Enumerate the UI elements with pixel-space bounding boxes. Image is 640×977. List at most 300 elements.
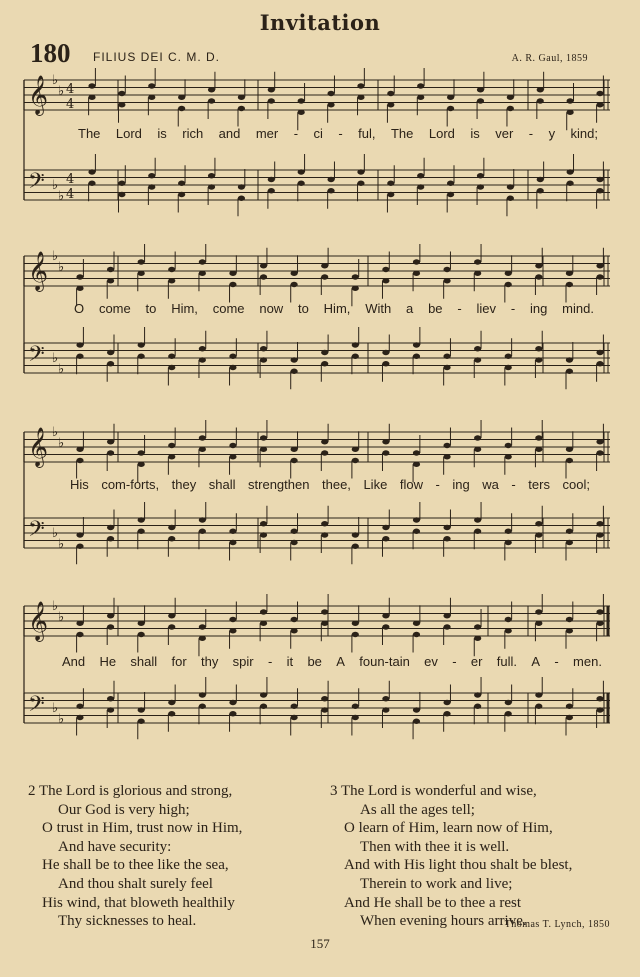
lyric-syllable: He [99,654,117,669]
flat-icon: ♭ [58,260,65,275]
note-head [88,181,95,186]
note-head [474,447,481,452]
note-head [596,188,603,193]
note-head [76,715,83,720]
treble-clef-icon: 𝄞 [28,427,49,467]
note-head [443,525,450,530]
verse-line: Then with thee it is well. [360,838,510,855]
note-head [413,632,420,637]
note-head [76,342,83,347]
note-head [107,267,114,272]
lyric-syllable: - [528,126,534,141]
note-head [357,181,364,186]
note-head [382,278,389,283]
note-head [507,184,514,189]
note-head [138,342,145,347]
note-head [208,184,215,189]
note-head [118,102,125,107]
note-head [321,707,328,712]
note-head [443,365,450,370]
lyric-syllable: rich [182,126,204,141]
note-head [138,450,145,455]
note-head [382,350,389,355]
verse-line: O trust in Him, trust now in Him, [42,820,243,837]
note-head [382,525,389,530]
flat-icon: ♭ [52,249,59,264]
note-head [477,184,484,189]
note-head [118,91,125,96]
flat-icon: ♭ [58,610,65,625]
note-head [138,517,145,522]
note-head [291,282,298,287]
note-head [387,181,394,186]
note-head [107,439,114,444]
note-head [474,517,481,522]
note-head [291,628,298,633]
note-head [229,282,236,287]
note-head [505,271,512,276]
treble-clef-icon: 𝄞 [28,75,49,115]
note-head [260,357,267,362]
note-head [107,278,114,283]
note-head [596,696,603,701]
note-head [352,704,359,709]
lyric-syllable: shall [130,654,158,669]
composer-credit: A. R. Gaul, 1859 [511,53,588,64]
note-head [148,184,155,189]
note-head [138,529,145,534]
note-head [382,613,389,618]
note-head [566,540,573,545]
treble-clef-icon: 𝄞 [28,251,49,291]
note-head [168,443,175,448]
lyric-syllable: - [435,477,440,492]
note-head [474,357,481,362]
note-head [535,346,542,351]
verse-number: 2 [28,783,36,799]
note-head [178,106,185,111]
note-head [321,361,328,366]
lyric-syllable: be [428,301,443,316]
note-head [168,536,175,541]
note-head [596,361,603,366]
lyric-syllable: Lord [115,126,142,141]
note-head [327,91,334,96]
note-head [298,110,305,115]
note-head [447,106,454,111]
flat-icon: ♭ [52,701,59,716]
note-head [229,529,236,534]
verse-line: As all the ages tell; [360,801,475,818]
lyric-syllable: for [171,654,187,669]
note-head [567,110,574,115]
verse-3 [330,782,572,931]
note-head [474,624,481,629]
note-head [566,628,573,633]
lyric-syllable: - [457,301,462,316]
note-head [291,704,298,709]
treble-clef-icon: 𝄞 [28,601,49,641]
note-head [321,532,328,537]
note-head [298,181,305,186]
bass-clef-icon: 𝄢 [28,342,45,372]
note-head [291,369,298,374]
note-head [168,454,175,459]
note-head [298,169,305,174]
note-head [443,354,450,359]
note-head [321,350,328,355]
note-head [107,361,114,366]
note-head [268,177,275,182]
lyric-syllable: O [74,301,85,316]
verse-line: Therein to work and live; [360,875,513,892]
note-head [596,621,603,626]
note-head [199,435,206,440]
note-head [76,544,83,549]
note-head [505,454,512,459]
note-head [447,95,454,100]
note-head [413,719,420,724]
note-head [596,177,603,182]
note-head [474,435,481,440]
note-head [357,169,364,174]
note-head [208,98,215,103]
note-head [596,350,603,355]
lyric-syllable: - [338,126,343,141]
note-head [352,632,359,637]
note-head [537,98,544,103]
note-head [327,188,334,193]
note-head [229,271,236,276]
note-head [387,91,394,96]
note-head [76,274,83,279]
lyric-syllable: Like [363,477,388,492]
note-head [382,707,389,712]
note-head [382,439,389,444]
note-head [138,259,145,264]
note-head [474,271,481,276]
note-head [260,609,267,614]
verse-line: Thy sicknesses to heal. [58,913,197,930]
note-head [566,282,573,287]
note-head [382,536,389,541]
note-head [148,95,155,100]
lyric-syllable: men. [573,654,602,669]
note-head [229,617,236,622]
note-head [168,354,175,359]
note-head [505,628,512,633]
note-head [107,624,114,629]
note-head [417,173,424,178]
lyric-syllable: ters [528,477,550,492]
lyric-syllable: to [145,301,157,316]
lyric-syllable: ing [452,477,470,492]
lyric-syllable: come [212,301,245,316]
note-head [199,357,206,362]
note-head [260,704,267,709]
note-head [474,346,481,351]
note-head [291,540,298,545]
note-head [168,365,175,370]
note-head [168,700,175,705]
note-head [474,636,481,641]
note-head [199,271,206,276]
note-head [447,181,454,186]
note-head [382,624,389,629]
lyric-syllable: and [218,126,241,141]
note-head [208,173,215,178]
note-head [596,450,603,455]
flat-icon: ♭ [52,73,59,88]
note-head [382,696,389,701]
lyric-syllable: ci [313,126,323,141]
note-head [505,354,512,359]
flat-icon: ♭ [52,526,59,541]
note-head [566,458,573,463]
time-signature: 4 [66,97,75,112]
bass-clef-icon: 𝄢 [28,692,45,722]
page-number: 157 [310,936,330,951]
note-head [596,91,603,96]
note-head [76,704,83,709]
note-head [138,632,145,637]
note-head [260,621,267,626]
lyric-syllable: now [259,301,284,316]
note-head [352,342,359,347]
note-head [535,263,542,268]
note-head [596,274,603,279]
note-head [208,87,215,92]
note-head [291,458,298,463]
note-head [413,450,420,455]
note-head [535,521,542,526]
note-head [229,354,236,359]
lyric-syllable: kind; [570,126,598,141]
note-head [321,263,328,268]
note-head [199,346,206,351]
lyric-syllable: er [470,654,483,669]
note-head [229,540,236,545]
note-head [88,83,95,88]
note-head [352,621,359,626]
note-head [417,95,424,100]
note-head [596,707,603,712]
lyric-syllable: strengthen [248,477,310,492]
note-head [566,447,573,452]
note-head [474,259,481,264]
note-head [88,95,95,100]
note-head [596,609,603,614]
note-head [291,447,298,452]
lyric-syllable: mind. [562,301,594,316]
note-head [76,447,83,452]
note-head [199,624,206,629]
lyric-syllable: Lord [428,126,455,141]
note-head [387,102,394,107]
note-head [238,196,245,201]
verse-line: When evening hours arrive. [360,913,527,930]
note-head [291,357,298,362]
lyric-syllable: is [470,126,480,141]
lyric-syllable: - [511,477,516,492]
lyric-line [74,301,594,316]
note-head [260,346,267,351]
note-head [76,458,83,463]
flat-icon: ♭ [58,189,65,204]
note-head [199,529,206,534]
flat-icon: ♭ [52,351,59,366]
flat-icon: ♭ [58,84,65,99]
note-head [596,263,603,268]
note-head [291,271,298,276]
note-head [443,536,450,541]
verse-line: And He shall be to thee a rest [344,894,522,911]
note-head [321,696,328,701]
lyric-syllable: ful, [358,126,376,141]
note-head [107,536,114,541]
note-head [138,719,145,724]
verse-line: And have security: [58,838,172,855]
lyric-syllable: thy [201,654,219,669]
note-head [138,707,145,712]
note-head [596,102,603,107]
note-head [505,282,512,287]
lyric-syllable: cool; [562,477,590,492]
note-head [413,354,420,359]
lyric-syllable: wa [482,477,499,492]
note-head [505,700,512,705]
note-head [260,447,267,452]
time-signature: 4 [66,172,75,187]
note-head [352,354,359,359]
note-head [352,715,359,720]
note-head [168,711,175,716]
time-signature: 4 [66,187,75,202]
note-head [199,517,206,522]
note-head [357,83,364,88]
note-head [596,439,603,444]
note-head [291,617,298,622]
verse-line: And with His light thou shalt be blest, [344,857,573,874]
note-head [567,98,574,103]
note-head [260,521,267,526]
note-head [138,271,145,276]
note-head [413,462,420,467]
note-head [352,544,359,549]
note-head [474,529,481,534]
lyric-syllable: to [298,301,309,316]
note-head [291,529,298,534]
note-head [76,632,83,637]
note-head [107,707,114,712]
note-head [88,169,95,174]
bass-clef-icon: 𝄢 [28,517,45,547]
verse-line: His wind, that bloweth healthily [42,894,235,911]
note-head [321,274,328,279]
note-head [107,696,114,701]
note-head [382,450,389,455]
verse-line: And thou shalt surely feel [58,875,213,892]
note-head [477,98,484,103]
note-head [413,517,420,522]
lyric-syllable: thee, [322,477,351,492]
lyric-syllable: ver [495,126,514,141]
note-head [168,267,175,272]
note-head [238,184,245,189]
note-head [413,271,420,276]
note-head [118,181,125,186]
note-head [76,354,83,359]
note-head [76,532,83,537]
note-head [178,192,185,197]
note-head [76,286,83,291]
note-head [327,177,334,182]
note-head [148,173,155,178]
flat-icon: ♭ [52,178,59,193]
note-head [199,447,206,452]
note-head [238,95,245,100]
note-head [566,369,573,374]
note-head [260,435,267,440]
note-head [321,521,328,526]
note-head [178,181,185,186]
verse-line: Our God is very high; [58,801,190,818]
note-head [535,692,542,697]
bass-clef-icon: 𝄢 [28,169,45,199]
note-head [138,462,145,467]
note-head [298,98,305,103]
note-head [107,613,114,618]
lyric-syllable: com-forts, [101,477,160,492]
note-head [107,450,114,455]
note-head [168,525,175,530]
verse-number: 3 [330,783,338,799]
note-head [505,540,512,545]
note-head [229,365,236,370]
lyric-syllable: full. [496,654,518,669]
lyric-line [78,126,598,141]
note-head [505,365,512,370]
note-head [107,525,114,530]
lyric-syllable: ing [529,301,548,316]
note-head [238,106,245,111]
note-head [321,609,328,614]
note-head [352,274,359,279]
lyric-syllable: come [98,301,131,316]
note-head [567,169,574,174]
note-head [474,704,481,709]
note-head [566,357,573,362]
lyric-syllable: shall [208,477,236,492]
time-signature: 4 [66,82,75,97]
note-head [327,102,334,107]
note-head [148,83,155,88]
lyric-syllable: flow [399,477,423,492]
lyric-syllable: y [548,126,556,141]
note-head [535,704,542,709]
note-head [138,354,145,359]
note-head [537,87,544,92]
lyric-syllable: A [531,654,541,669]
note-head [260,263,267,268]
verse-2 [28,782,242,931]
lyric-syllable: With [365,301,392,316]
lyric-syllable: - [510,301,516,316]
lyric-syllable: spir [232,654,254,669]
note-head [168,613,175,618]
lyric-syllable: Him, [171,301,198,316]
note-head [535,532,542,537]
